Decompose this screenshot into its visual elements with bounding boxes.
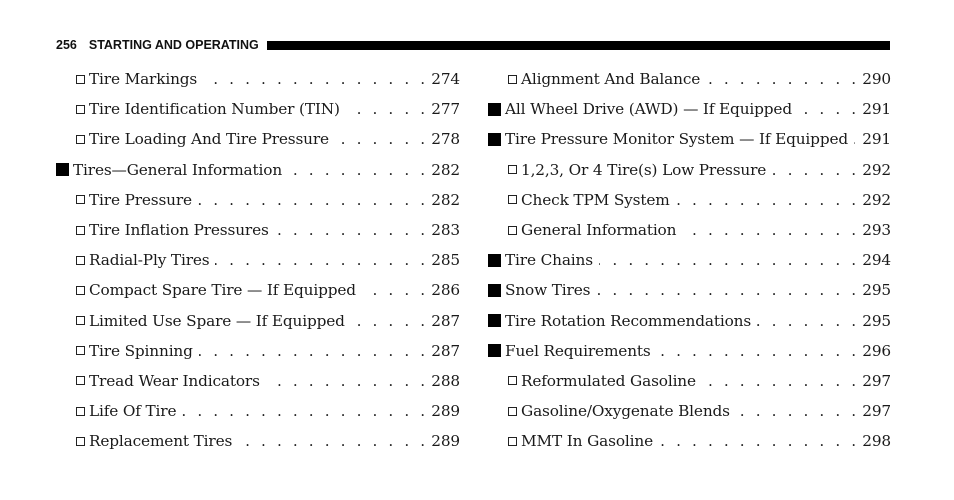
toc-entry[interactable] <box>56 64 460 94</box>
dot-leader <box>657 342 860 360</box>
toc-entry-page: 282 <box>431 160 460 179</box>
dot-leader <box>203 70 428 88</box>
toc-entry-label: Limited Use Spare — If Equipped <box>89 311 345 330</box>
toc-entry[interactable] <box>56 396 460 426</box>
toc-entry-label: Tire Pressure <box>89 190 192 209</box>
toc-entry-page: 292 <box>862 190 891 209</box>
hollow-square-bullet-icon <box>76 346 85 355</box>
toc-entry-label: Gasoline/Oxygenate Blends <box>521 402 730 421</box>
toc-entry-page: 282 <box>431 190 460 209</box>
toc-entry[interactable] <box>488 94 891 124</box>
toc-entry-label: Tire Pressure Monitor System — If Equipped <box>505 130 849 149</box>
toc-entry-label: Fuel Requirements <box>505 341 651 360</box>
toc-entry-label: Snow Tires <box>505 281 591 300</box>
toc-entry[interactable] <box>56 275 460 305</box>
toc-entry-label: Tire Markings <box>89 70 198 89</box>
dot-leader <box>676 191 860 209</box>
hollow-square-bullet-icon <box>508 376 517 385</box>
toc-entry-page: 277 <box>431 100 460 119</box>
section-title: STARTING AND OPERATING <box>88 38 259 52</box>
dot-leader <box>702 372 859 390</box>
toc-entry-page: 285 <box>431 251 460 270</box>
dot-leader <box>736 402 859 420</box>
toc-entry[interactable] <box>488 336 891 366</box>
toc-entry-page: 295 <box>862 281 891 300</box>
dot-leader <box>182 402 428 420</box>
toc-entry-label: MMT In Gasoline <box>521 432 653 451</box>
toc-entry-label: Check TPM System <box>521 190 670 209</box>
hollow-square-bullet-icon <box>508 437 517 446</box>
dot-leader <box>266 372 428 390</box>
dot-leader <box>757 312 859 330</box>
toc-entry-label: Tires—General Information <box>73 160 283 179</box>
dot-leader <box>215 251 428 269</box>
filled-square-bullet-icon <box>488 314 501 327</box>
toc-entry[interactable] <box>56 185 460 215</box>
toc-right-column <box>488 64 891 456</box>
toc-entry-page: 294 <box>862 251 891 270</box>
hollow-square-bullet-icon <box>508 195 517 204</box>
dot-leader <box>238 432 428 450</box>
toc-entry-label: Tread Wear Indicators <box>89 371 260 390</box>
toc-entry[interactable] <box>488 245 891 275</box>
toc-entry[interactable] <box>488 124 891 154</box>
toc-entry[interactable] <box>488 426 891 456</box>
dot-leader <box>346 100 428 118</box>
toc-entry-page: 292 <box>862 160 891 179</box>
toc-entry-page: 286 <box>431 281 460 300</box>
hollow-square-bullet-icon <box>76 75 85 84</box>
dot-leader <box>772 161 859 179</box>
toc-entry-page: 287 <box>431 311 460 330</box>
dot-leader <box>599 251 859 269</box>
hollow-square-bullet-icon <box>76 286 85 295</box>
hollow-square-bullet-icon <box>76 407 85 416</box>
toc-entry-label: General Information <box>521 221 677 240</box>
dot-leader <box>351 312 428 330</box>
dot-leader <box>288 161 428 179</box>
hollow-square-bullet-icon <box>508 75 517 84</box>
toc-entry-label: Tire Rotation Recommendations <box>505 311 752 330</box>
hollow-square-bullet-icon <box>76 226 85 235</box>
dot-leader <box>198 191 428 209</box>
toc-entry[interactable] <box>488 366 891 396</box>
dot-leader <box>682 221 859 239</box>
toc-entry-label: Tire Spinning <box>89 341 193 360</box>
hollow-square-bullet-icon <box>76 135 85 144</box>
toc-entry-page: 278 <box>431 130 460 149</box>
toc-entry[interactable] <box>488 155 891 185</box>
hollow-square-bullet-icon <box>76 195 85 204</box>
toc-entry-label: Life Of Tire <box>89 402 177 421</box>
toc-entry[interactable] <box>56 94 460 124</box>
hollow-square-bullet-icon <box>76 316 85 325</box>
dot-leader <box>798 100 859 118</box>
filled-square-bullet-icon <box>488 344 501 357</box>
dot-leader <box>854 130 859 148</box>
hollow-square-bullet-icon <box>76 376 85 385</box>
toc-entry[interactable] <box>56 366 460 396</box>
toc-entry-page: 274 <box>431 70 460 89</box>
hollow-square-bullet-icon <box>508 407 517 416</box>
hollow-square-bullet-icon <box>508 165 517 174</box>
filled-square-bullet-icon <box>488 284 501 297</box>
toc-entry-label: Replacement Tires <box>89 432 233 451</box>
filled-square-bullet-icon <box>488 103 501 116</box>
toc-entry-label: All Wheel Drive (AWD) — If Equipped <box>505 100 792 119</box>
toc-entry-label: Radial-Ply Tires <box>89 251 210 270</box>
toc-entry[interactable] <box>56 306 460 336</box>
header-rule <box>267 41 890 50</box>
toc-entry-label: Compact Spare Tire — If Equipped <box>89 281 356 300</box>
hollow-square-bullet-icon <box>76 437 85 446</box>
toc-entry[interactable] <box>56 336 460 366</box>
filled-square-bullet-icon <box>488 133 501 146</box>
dot-leader <box>275 221 429 239</box>
toc-entry-label: Tire Chains <box>505 251 593 270</box>
toc-entry[interactable] <box>56 155 460 185</box>
toc-entry-label: Tire Loading And Tire Pressure <box>89 130 329 149</box>
toc-entry-page: 296 <box>862 341 891 360</box>
toc-entry-label: Reformulated Gasoline <box>521 371 696 390</box>
toc-entry-label: Tire Identification Number (TIN) <box>89 100 340 119</box>
toc-entry-page: 297 <box>862 371 891 390</box>
toc-entry-page: 297 <box>862 402 891 421</box>
toc-entry[interactable] <box>56 215 460 245</box>
toc-entry-page: 283 <box>431 221 460 240</box>
toc-entry[interactable] <box>56 124 460 154</box>
toc-entry-page: 288 <box>431 371 460 390</box>
toc-left-column <box>56 64 460 456</box>
toc-entry-page: 293 <box>862 221 891 240</box>
toc-entry[interactable] <box>488 185 891 215</box>
toc-entry-page: 291 <box>862 100 891 119</box>
hollow-square-bullet-icon <box>76 256 85 265</box>
dot-leader <box>596 281 859 299</box>
hollow-square-bullet-icon <box>76 105 85 114</box>
toc-entry-page: 291 <box>862 130 891 149</box>
dot-leader <box>659 432 859 450</box>
filled-square-bullet-icon <box>56 163 69 176</box>
toc-entry[interactable] <box>488 215 891 245</box>
toc-entry-page: 287 <box>431 341 460 360</box>
toc-entry-label: 1,2,3, Or 4 Tire(s) Low Pressure <box>521 160 767 179</box>
toc-entry-page: 290 <box>862 70 891 89</box>
dot-leader <box>335 130 428 148</box>
dot-leader <box>706 70 859 88</box>
toc-entry-page: 298 <box>862 432 891 451</box>
toc-entry-page: 289 <box>431 402 460 421</box>
toc-entry-label: Tire Inflation Pressures <box>89 221 269 240</box>
toc-entry-page: 295 <box>862 311 891 330</box>
page-number: 256 <box>56 38 77 52</box>
toc-entry[interactable] <box>488 396 891 426</box>
filled-square-bullet-icon <box>488 254 501 267</box>
toc-entry[interactable] <box>488 64 891 94</box>
toc-entry[interactable] <box>56 245 460 275</box>
dot-leader <box>362 281 428 299</box>
toc-entry-label: Alignment And Balance <box>521 70 701 89</box>
toc-entry[interactable] <box>488 306 891 336</box>
page-header <box>56 38 890 52</box>
toc-entry-page: 289 <box>431 432 460 451</box>
toc-entry[interactable] <box>488 275 891 305</box>
hollow-square-bullet-icon <box>508 226 517 235</box>
dot-leader <box>199 342 428 360</box>
toc-entry[interactable] <box>56 426 460 456</box>
